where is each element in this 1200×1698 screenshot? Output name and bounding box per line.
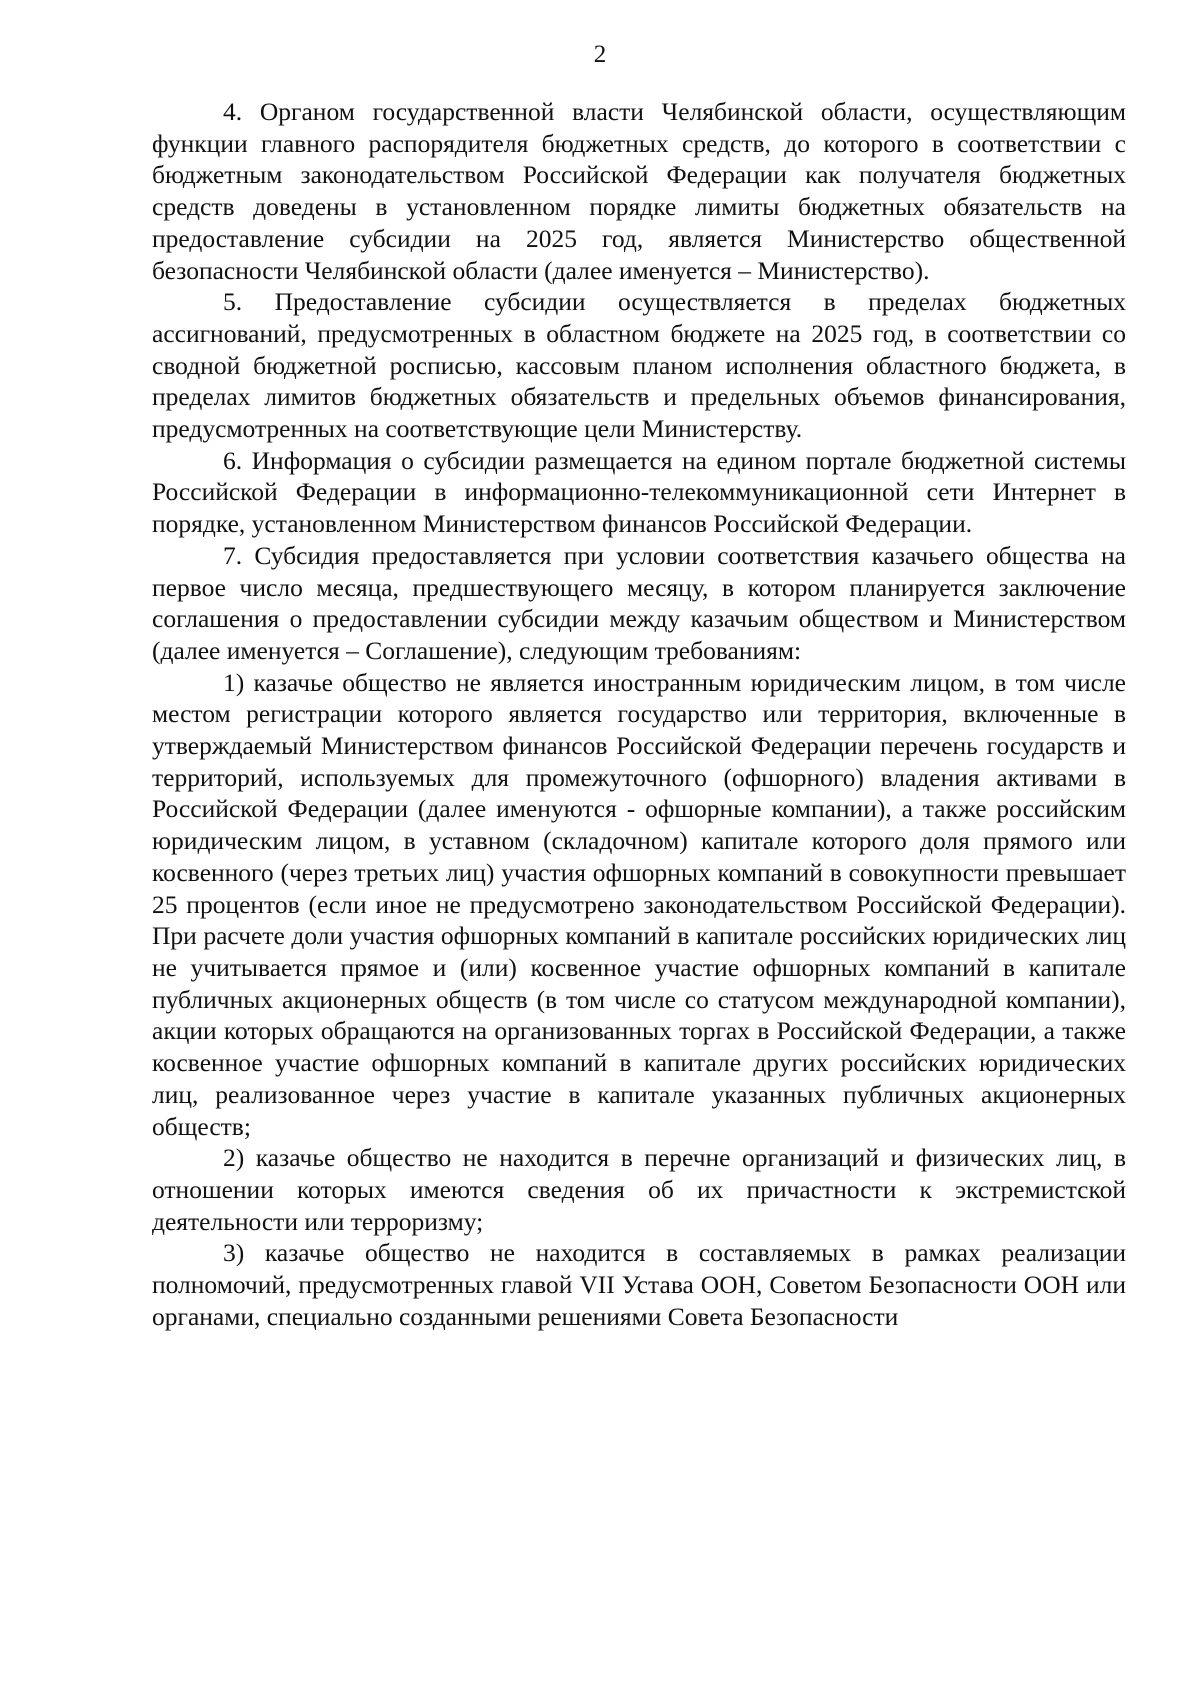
page-number: 2 bbox=[593, 41, 607, 68]
paragraph-7: 7. Субсидия предоставляется при условии соответствия казачьего общества на первое число месяца, предшествующего месяцу, в котором планируется заключение соглашения о предоставлении субсидии между казачьим обществом и Министерством (далее именуется – Соглашение), следующим требованиям: bbox=[152, 540, 1126, 665]
paragraph-7-item-1: 1) казачье общество не является иностранным юридическим лицом, в том числе местом регистрации которого является государство или территория, включенные в утверждаемый Министерством финансов Российской Федерации перечень государств и территорий, используемых для промежуточного (офшорного) владения активами в Российской Федерации (далее именуются - офшорные компании), а также российским юридическим лицом, в уставном (складочном) капитале которого доля прямого или косвенного (через третьих лиц) участия офшорных компаний в совокупности превышает 25 процентов (если иное не предусмотрено законодательством Российской Федерации). При расчете доли участия офшорных компаний в капитале российских юридических лиц не учитывается прямое и (или) косвенное участие офшорных компаний в капитале публичных акционерных обществ (в том числе со статусом международной компании), акции которых обращаются на организованных торгах в Российской Федерации, а также косвенное участие офшорных компаний в капитале других российских юридических лиц, реализованное через участие в капитале указанных публичных акционерных обществ; bbox=[152, 667, 1126, 1141]
paragraph-4: 4. Органом государственной власти Челябинской области, осуществляющим функции главного распорядителя бюджетных средств, до которого в соответствии с бюджетным законодательством Российской Федерации как получателя бюджетных средств доведены в установленном порядке лимиты бюджетных обязательств на предоставление субсидии на 2025 год, является Министерство общественной безопасности Челябинской области (далее именуется – Министерство). bbox=[152, 97, 1126, 285]
paragraph-5: 5. Предоставление субсидии осуществляется в пределах бюджетных ассигнований, предусмотренных в областном бюджете на 2025 год, в соответствии со сводной бюджетной росписью, кассовым планом исполнения областного бюджета, в пределах лимитов бюджетных обязательств и предельных объемов финансирования, предусмотренных на соответствующие цели Министерству. bbox=[152, 287, 1126, 444]
paragraph-7-item-2: 2) казачье общество не находится в перечне организаций и физических лиц, в отношении которых имеются сведения об их причастности к экстремистской деятельности или терроризму; bbox=[152, 1143, 1126, 1236]
paragraph-7-item-3: 3) казачье общество не находится в составляемых в рамках реализации полномочий, предусмотренных главой VII Устава ООН, Советом Безопасности ООН или органами, специально созданными решениями Совета Безопасности bbox=[152, 1238, 1126, 1331]
paragraph-6: 6. Информация о субсидии размещается на едином портале бюджетной системы Российской Федерации в информационно-телекоммуникационной сети Интернет в порядке, установленном Министерством финансов Российской Федерации. bbox=[152, 445, 1126, 539]
document-body bbox=[152, 96, 1126, 1332]
